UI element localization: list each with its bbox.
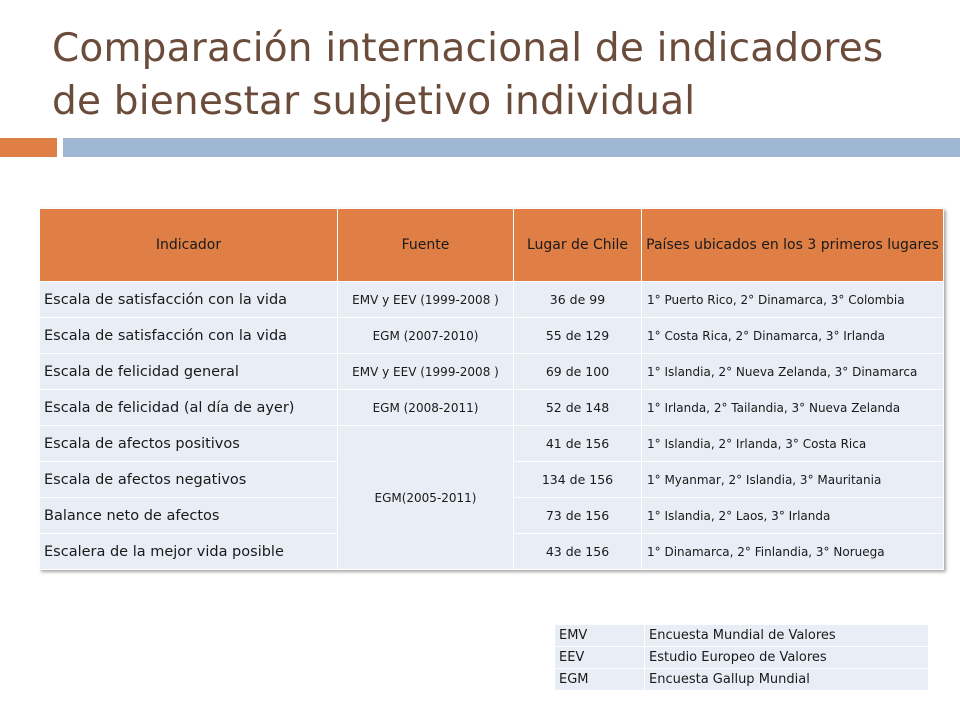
cell-lugar: 52 de 148 bbox=[514, 390, 642, 426]
header-fuente: Fuente bbox=[338, 209, 514, 282]
cell-paises: 1° Puerto Rico, 2° Dinamarca, 3° Colombia bbox=[642, 282, 944, 318]
legend-abbr: EGM bbox=[555, 669, 645, 691]
cell-fuente-merged: EGM(2005-2011) bbox=[338, 426, 514, 570]
table-row bbox=[40, 390, 944, 426]
legend-meaning: Estudio Europeo de Valores bbox=[645, 647, 929, 669]
cell-paises: 1° Islandia, 2° Laos, 3° Irlanda bbox=[642, 498, 944, 534]
cell-indicador: Escala de felicidad general bbox=[40, 354, 338, 390]
cell-fuente: EMV y EEV (1999-2008 ) bbox=[338, 282, 514, 318]
cell-lugar: 73 de 156 bbox=[514, 498, 642, 534]
cell-paises: 1° Myanmar, 2° Islandia, 3° Mauritania bbox=[642, 462, 944, 498]
table-row bbox=[40, 318, 944, 354]
cell-paises: 1° Islandia, 2° Irlanda, 3° Costa Rica bbox=[642, 426, 944, 462]
legend-meaning: Encuesta Mundial de Valores bbox=[645, 625, 929, 647]
cell-lugar: 41 de 156 bbox=[514, 426, 642, 462]
cell-indicador: Escala de felicidad (al día de ayer) bbox=[40, 390, 338, 426]
legend-abbr: EMV bbox=[555, 625, 645, 647]
cell-paises: 1° Costa Rica, 2° Dinamarca, 3° Irlanda bbox=[642, 318, 944, 354]
legend-meaning: Encuesta Gallup Mundial bbox=[645, 669, 929, 691]
cell-fuente: EGM (2008-2011) bbox=[338, 390, 514, 426]
title-accent-bar bbox=[0, 138, 57, 157]
cell-lugar: 36 de 99 bbox=[514, 282, 642, 318]
cell-fuente: EGM (2007-2010) bbox=[338, 318, 514, 354]
cell-indicador: Escala de satisfacción con la vida bbox=[40, 318, 338, 354]
page-title: Comparación internacional de indicadores de bienestar subjetivo individual bbox=[52, 26, 884, 124]
legend-row bbox=[555, 647, 929, 669]
header-lugar: Lugar de Chile bbox=[514, 209, 642, 282]
cell-indicador: Balance neto de afectos bbox=[40, 498, 338, 534]
indicators-table bbox=[39, 208, 944, 570]
cell-paises: 1° Irlanda, 2° Tailandia, 3° Nueva Zelanda bbox=[642, 390, 944, 426]
title-rule-bar bbox=[63, 138, 960, 157]
cell-lugar: 43 de 156 bbox=[514, 534, 642, 570]
legend-abbr: EEV bbox=[555, 647, 645, 669]
header-indicador: Indicador bbox=[40, 209, 338, 282]
header-paises: Países ubicados en los 3 primeros lugares bbox=[642, 209, 944, 282]
table-header-row bbox=[40, 209, 944, 282]
table-row bbox=[40, 282, 944, 318]
abbreviations-legend bbox=[554, 624, 929, 691]
cell-fuente: EMV y EEV (1999-2008 ) bbox=[338, 354, 514, 390]
cell-paises: 1° Dinamarca, 2° Finlandia, 3° Noruega bbox=[642, 534, 944, 570]
legend-row bbox=[555, 625, 929, 647]
cell-indicador: Escala de satisfacción con la vida bbox=[40, 282, 338, 318]
cell-indicador: Escala de afectos positivos bbox=[40, 426, 338, 462]
cell-lugar: 69 de 100 bbox=[514, 354, 642, 390]
cell-paises: 1° Islandia, 2° Nueva Zelanda, 3° Dinamarca bbox=[642, 354, 944, 390]
legend-row bbox=[555, 669, 929, 691]
cell-lugar: 55 de 129 bbox=[514, 318, 642, 354]
table-row bbox=[40, 354, 944, 390]
cell-lugar: 134 de 156 bbox=[514, 462, 642, 498]
cell-indicador: Escalera de la mejor vida posible bbox=[40, 534, 338, 570]
cell-indicador: Escala de afectos negativos bbox=[40, 462, 338, 498]
table-row bbox=[40, 426, 944, 462]
